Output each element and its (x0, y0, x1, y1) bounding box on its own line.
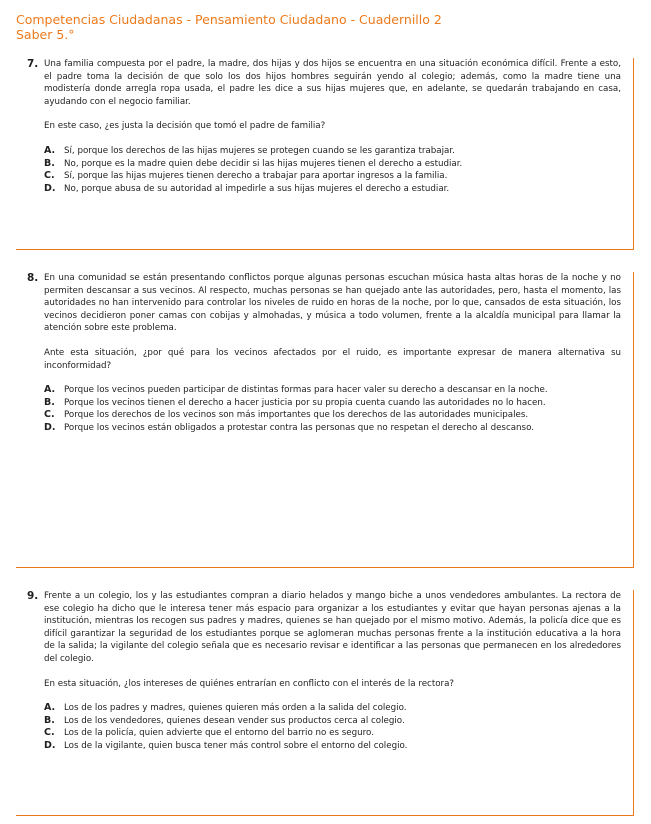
option-a[interactable] (44, 384, 621, 397)
question-number: 8. (27, 272, 39, 284)
question-9 (16, 590, 634, 816)
option-text: Sí, porque los derechos de las hijas mujeres se protegen cuando se les garantiza trabajar. (64, 145, 455, 156)
option-text: Porque los vecinos tienen el derecho a hacer justicia por su propia cuenta cuando las autoridades no lo hacen. (64, 397, 546, 408)
option-letter: B. (44, 396, 55, 408)
question-stem: Frente a un colegio, los y las estudiantes compran a diario helados y mango biche a unos vendedores ambulantes. La rectora de ese colegio ha dicho que le interesa tener más espacio para organizar a los estudiantes y evitar que hayan personas ajenas a la institución, mientras los recogen sus padres y madres, quienes se han quejado por el mismo motivo. Además, la policía dice que es difícil garantizar la seguridad de los estudiantes porque se aglomeran muchas personas frente a la institución educativa a la hora de la salida; la vigilante del colegio señala que es necesario revisar e identificar a las personas que permanecen en los alrededores del colegio. (44, 591, 621, 664)
option-letter: C. (44, 170, 55, 182)
option-text: Sí, porque las hijas mujeres tienen derecho a trabajar para aportar ingresos a la familia. (64, 171, 448, 182)
option-letter: C. (44, 727, 55, 739)
options-list (44, 702, 621, 752)
option-d[interactable] (44, 740, 621, 753)
option-d[interactable] (44, 183, 621, 196)
option-d[interactable] (44, 422, 621, 435)
question-number: 9. (27, 590, 39, 602)
question-prompt: En este caso, ¿es justa la decisión que tomó el padre de familia? (44, 121, 326, 132)
option-text: Porque los vecinos están obligados a protestar contra las personas que no respetan el derecho al descanso. (64, 422, 535, 433)
option-a[interactable] (44, 145, 621, 158)
option-text: No, porque es la madre quien debe decidir si las hijas mujeres tienen el derecho a estudiar. (64, 158, 463, 169)
option-text: Los de la policía, quien advierte que el entorno del barrio no es seguro. (64, 728, 374, 739)
question-stem: Una familia compuesta por el padre, la madre, dos hijas y dos hijos se encuentra en una situación económica difícil. Frente a esto, el padre toma la decisión de que solo los dos hijos hombres seguirán yendo al colegio; además, como la madre tiene una modistería donde arregla ropa usada, el padre les dice a sus hijas mujeres que, en adelante, se quedarán trabajando en casa, ayudando con el negocio familiar. (44, 59, 621, 107)
option-letter: D. (44, 421, 56, 433)
question-prompt: Ante esta situación, ¿por qué para los vecinos afectados por el ruido, es importante expresar de manera alternativa su inconformidad? (44, 347, 621, 371)
question-number: 7. (27, 58, 39, 70)
option-text: Los de los vendedores, quienes desean vender sus productos cerca al colegio. (64, 715, 405, 726)
page-header (16, 12, 442, 42)
option-letter: A. (44, 144, 56, 156)
option-b[interactable] (44, 158, 621, 171)
option-text: Porque los derechos de los vecinos son más importantes que los derechos de las autoridades municipales. (64, 410, 529, 421)
question-prompt: En esta situación, ¿los intereses de quiénes entrarían en conflicto con el interés de la rectora? (44, 678, 455, 689)
option-text: Porque los vecinos pueden participar de distintas formas para hacer valer su derecho a descansar en la noche. (64, 385, 548, 396)
option-c[interactable] (44, 170, 621, 183)
option-c[interactable] (44, 727, 621, 740)
option-letter: D. (44, 739, 56, 751)
option-text: Los de los padres y madres, quienes quieren más orden a la salida del colegio. (64, 703, 407, 714)
option-letter: A. (44, 384, 56, 396)
header-title: Competencias Ciudadanas - Pensamiento Ciudadano - Cuadernillo 2 (16, 12, 442, 27)
option-letter: C. (44, 409, 55, 421)
header-subtitle: Saber 5.° (16, 27, 75, 42)
question-stem: En una comunidad se están presentando conflictos porque algunas personas escuchan música hasta altas horas de la noche y no permiten descansar a sus vecinos. Al respecto, muchas personas se han quejado ante las autoridades, pero, hasta el momento, las autoridades no han intervenido para controlar los niveles de ruido en horas de la noche, por lo que, cansados de esta situación, los vecinos decidieron poner camas con cobijas y almohadas, y música a todo volumen, frente a la alcaldía municipal para llamar la atención sobre este problema. (44, 273, 621, 334)
option-c[interactable] (44, 409, 621, 422)
option-letter: B. (44, 157, 55, 169)
option-b[interactable] (44, 397, 621, 410)
options-list (44, 384, 621, 434)
option-letter: B. (44, 714, 55, 726)
option-letter: D. (44, 182, 56, 194)
question-7 (16, 58, 634, 250)
options-list (44, 145, 621, 195)
option-a[interactable] (44, 702, 621, 715)
option-text: Los de la vigilante, quien busca tener más control sobre el entorno del colegio. (64, 740, 408, 751)
option-text: No, porque abusa de su autoridad al impedirle a sus hijas mujeres el derecho a estudiar. (64, 183, 450, 194)
option-letter: A. (44, 702, 56, 714)
option-b[interactable] (44, 715, 621, 728)
question-8 (16, 272, 634, 568)
